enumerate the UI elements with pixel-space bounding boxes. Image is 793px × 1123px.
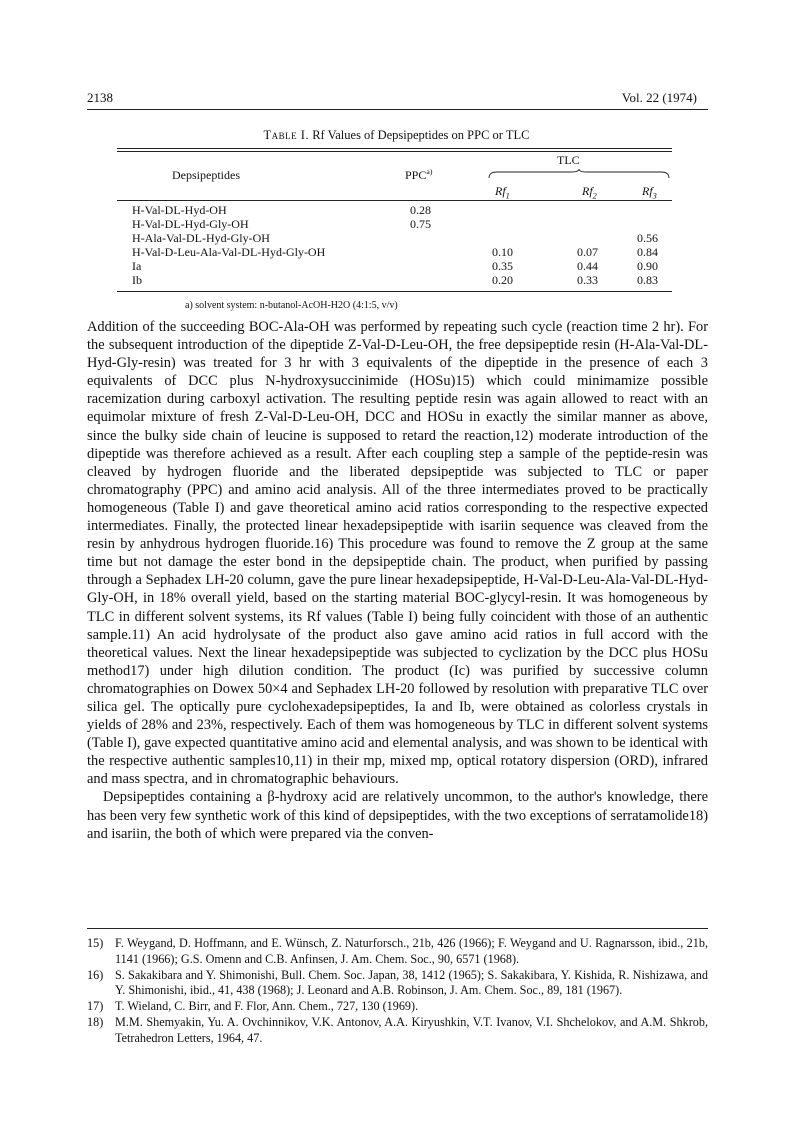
reference-item: [87, 1015, 708, 1047]
rf1-sub: 1: [505, 191, 510, 201]
row-rf3: 0.56: [637, 231, 658, 245]
row-rf3: 0.90: [637, 259, 658, 273]
row-rf1: 0.20: [492, 273, 513, 287]
table-top-rule-2: [117, 151, 672, 152]
paragraph: Depsipeptides containing a β-hydroxy acid are relatively uncommon, to the author's knowledge, there has been very few synthetic work of this kind of depsipeptides, with the two exceptions of serratamolide18) and isariin, the both of which were prepared via the conven-: [87, 789, 708, 842]
table-footnote: a) solvent system: n-butanol-AcOH-H2O (4:1:5, v/v): [185, 300, 398, 311]
table-caption-label: Table I.: [263, 128, 310, 142]
row-rf1: 0.35: [492, 259, 513, 273]
row-name: H-Val-D-Leu-Ala-Val-DL-Hyd-Gly-OH: [132, 245, 326, 259]
rf3-sub: 3: [652, 191, 657, 201]
table-row: [117, 217, 672, 231]
col-header-rf1: [495, 184, 510, 200]
ppc-footnote-mark: a): [426, 167, 433, 176]
rf2-label: Rf: [582, 184, 593, 198]
rf2-sub: 2: [592, 191, 597, 201]
references: [87, 936, 708, 1047]
reference-text: T. Wieland, C. Birr, and F. Flor, Ann. Chem., 727, 130 (1969).: [115, 999, 419, 1014]
header-rule: [87, 109, 708, 110]
table-caption: [0, 128, 793, 143]
row-ppc: 0.28: [410, 203, 431, 217]
row-ppc: 0.75: [410, 217, 431, 231]
row-name: H-Val-DL-Hyd-OH: [132, 203, 227, 217]
table-top-rule: [117, 148, 672, 149]
col-header-rf2: [582, 184, 597, 200]
rf1-label: Rf: [495, 184, 506, 198]
body-text: [87, 318, 708, 843]
ppc-label: PPC: [405, 168, 427, 182]
col-header-rf3: [642, 184, 657, 200]
row-rf3: 0.83: [637, 273, 658, 287]
table-row: [117, 273, 672, 287]
col-header-depsipeptides: Depsipeptides: [172, 168, 240, 182]
row-name: Ia: [132, 259, 142, 273]
reference-item: [87, 936, 708, 968]
table-caption-text: Rf Values of Depsipeptides on PPC or TLC: [312, 128, 530, 142]
col-header-ppc: [405, 168, 432, 183]
reference-item: [87, 968, 708, 1000]
reference-item: [87, 999, 708, 1015]
page-number: 2138: [87, 90, 113, 105]
references-rule: [87, 928, 708, 929]
table-row: [117, 245, 672, 259]
row-rf2: 0.33: [577, 273, 598, 287]
reference-number: 17): [87, 999, 104, 1014]
row-rf1: 0.10: [492, 245, 513, 259]
reference-number: 16): [87, 967, 104, 982]
paragraph: Addition of the succeeding BOC-Ala-OH was performed by repeating such cycle (reaction time 2 hr). For the subsequent introduction of the dipeptide Z-Val-D-Leu-OH, the free depsipeptide resin (H-Ala-Val-DL-Hyd-Gly-resin) was treated for 3 hr with 3 equivalents of the dipeptide in the presence of each 3 equivalents of DCC plus N-hydroxysuccinimide (HOSu)15) which could minimamize possible racemization during carboxyl activation. The resulting peptide resin was again allowed to react with an equimolar mixture of fresh Z-Val-D-Leu-OH, DCC and HOSu in exactly the similar manner as above, since the bulky side chain of leucine is supposed to retard the reaction,12) moderate introduction of the dipeptide was therefore achieved as a result. After each coupling step a sample of the peptide-resin was cleaved by hydrogen fluoride and the liberated depsipeptide was subjected to TLC or paper chromatography (PPC) and amino acid analysis. All of the three intermediates proved to be practically homogeneous (Table I) and gave theoretical amino acid ratios corresponding to the respective expected intermediates. Finally, the protected linear hexadepsipeptide with isariin sequence was cleaved from the resin by anhydrous hydrogen fluoride.16) This procedure was found to remove the Z group at the same time but not damage the ester bond in the depsipeptide chain. The product, when purified by passing through a Sephadex LH-20 column, gave the pure linear hexadepsipeptide, H-Val-D-Leu-Ala-Val-DL-Hyd-Gly-OH, in 18% overall yield, based on the starting material BOC-glycyl-resin. It was homogeneous by TLC in different solvent systems, its Rf values (Table I) being fully coincident with those of an authentic sample.11) An acid hydrolysate of the product also gave amino acid ratios in full accord with the theoretical values. Next the linear hexadepsipeptide was subjected to cyclization by the DCC plus HOSu method17) under high dilution condition. The product (Ic) was purified by successive column chromatographies on Dowex 50×4 and Sephadex LH-20 followed by resolution with preparative TLC over silica gel. The optically pure cyclohexadepsipeptides, Ia and Ib, were obtained as colorless crystals in yields of 28% and 23%, respectively. Each of them was homogeneous by TLC in different solvent systems (Table I), gave expected quantitative amino acid and elemental analysis, and was shown to be identical with the respective authentic samples10,11) in their mp, mixed mp, optical rotatory dispersion (ORD), infrared and mass spectra, and in chromatographic behaviours.: [87, 319, 708, 788]
reference-text: F. Weygand, D. Hoffmann, and E. Wünsch, Z. Naturforsch., 21b, 426 (1966); F. Weygand and U. Ragnarsson, ibid., 21b, 1141 (1966); G.S. Omenn and C.B. Anfinsen, J. Am. Chem. Soc., 90, 6571 (1968).: [115, 936, 708, 966]
row-rf2: 0.44: [577, 259, 598, 273]
table-row: [117, 231, 672, 245]
reference-number: 18): [87, 1014, 104, 1029]
tlc-brace: [487, 169, 672, 179]
col-header-tlc: TLC: [557, 153, 580, 167]
reference-number: 15): [87, 936, 104, 950]
table-row: [117, 203, 672, 217]
row-name: H-Val-DL-Hyd-Gly-OH: [132, 217, 249, 231]
rf3-label: Rf: [642, 184, 653, 198]
row-name: H-Ala-Val-DL-Hyd-Gly-OH: [132, 231, 270, 245]
reference-text: M.M. Shemyakin, Yu. A. Ovchinnikov, V.K. Antonov, A.A. Kiryushkin, V.T. Ivanov, V.I. Shchelokov, and A.M. Shkrob, Tetrahedron Letters, 1964, 47.: [115, 1014, 708, 1045]
reference-text: S. Sakakibara and Y. Shimonishi, Bull. Chem. Soc. Japan, 38, 1412 (1965); S. Sakakibara, Y. Kishida, R. Nishizawa, and Y. Shimonishi, ibid., 41, 438 (1968); J. Leonard and A.B. Robinson, J. Am. Chem. Soc., 89, 181 (1967).: [115, 967, 708, 998]
volume-label: Vol. 22 (1974): [621, 90, 697, 105]
table-bottom-rule: [117, 291, 672, 292]
table-row: [117, 259, 672, 273]
row-rf3: 0.84: [637, 245, 658, 259]
table-header-rule: [117, 200, 672, 201]
row-rf2: 0.07: [577, 245, 598, 259]
row-name: Ib: [132, 273, 142, 287]
